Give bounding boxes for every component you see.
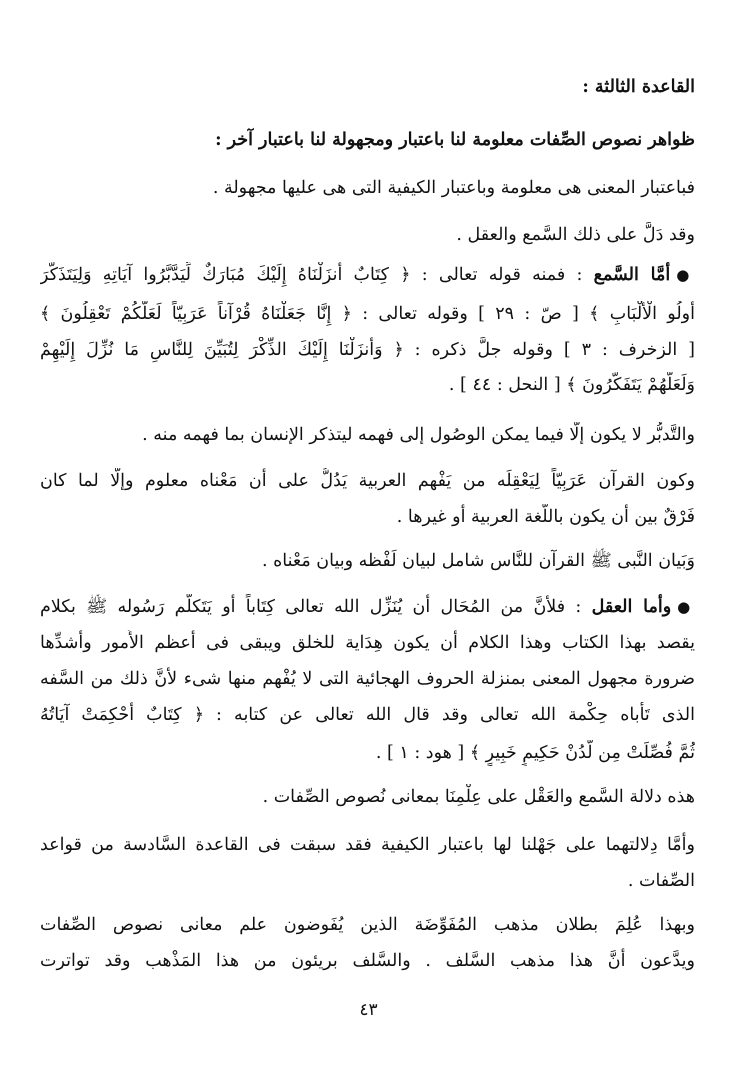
body-line: يقصد بهذا الكتاب وهذا الكلام أن يكون هِدَاية للخلق ويبقى فى أعظم الأُمور وأشدِّها (40, 633, 695, 653)
bullet-icon: ● (677, 598, 695, 616)
body-line: فَرْقٌ بين أن يكون باللُّغة العربية أو غيرها . (396, 507, 695, 527)
section-label-reason: وأما العقل (591, 597, 672, 617)
body-line: ويدَّعون أنَّ هذا مذهب السَّلف . والسَّلف بريئون من هذا المَذْهب وقد تواترت (40, 951, 695, 971)
body-line: والتَّدبُّر لا يكون إلَّا فيما يمكن الوصُول إلى فهمه ليتذكر الإنسان بما فهمه منه . (142, 425, 695, 445)
body-line: هذه دلالة السَّمع والعَقْل على عِلْمِنَا بمعانى نُصوص الصِّفات . (262, 787, 695, 807)
body-line: ضرورة مجهول المعنى بمنزلة الحروف الهجائية التى لا يُفْهم منها شىء لأنَّ ذلك من السَّفه (40, 669, 695, 689)
page-number: ٤٣ (359, 1000, 378, 1020)
paragraph-hearing (40, 262, 695, 288)
body-line: [ الزخرف : ٣ ] وقوله جلَّ ذكره : ﴿ وَأَنزَلْنَا إِلَيْكَ الذِّكْرَ لِتُبَيِّنَ لِلنَّاسِ مَا نُزِّلَ إِلَيْهِمْ (40, 340, 695, 360)
rule-subheading: ظواهر نصوص الصِّفات معلومة لنا باعتبار ومجهولة لنا باعتبار آخر : (215, 130, 695, 150)
body-line: وَلَعَلَّهُمْ يَتَفَكَّرُونَ ﴾ [ النحل : ٤٤ ] . (448, 375, 695, 395)
body-line: وأمَّا دِلالتهما على جَهْلنا لها باعتبار الكيفية فقد سبقت فى القاعدة السَّادسة من قواعد (40, 835, 695, 855)
body-line: وبهذا عُلِمَ بطلان مذهب المُفَوِّضَة الذين يُفَوضون علم معانى نصوص الصِّفات (40, 915, 695, 935)
section-label-hearing: أمَّا السَّمع (593, 265, 671, 285)
body-text: : فلأنَّ من المُحَال أن يُنَزِّل الله تعالى كِتَاباً أو يَتَكلَّم رَسُوله ﷺ بكلام (40, 597, 582, 617)
body-line: الصِّفات . (627, 871, 695, 891)
rule-heading: القاعدة الثالثة : (582, 77, 695, 97)
paragraph-reason (40, 594, 695, 620)
body-line: وكون القرآن عَرَبِيّاً لِيَعْقِلَه من يَفْهم العربية يَدُلُّ على أن مَعْناه معلوم وإلَّا لما كان (40, 471, 695, 491)
bullet-icon: ● (676, 266, 695, 284)
body-line: فباعتبار المعنى هى معلومة وباعتبار الكيفية التى هى عليها مجهولة . (212, 178, 695, 198)
body-line: وقد دَلَّ على ذلك السَّمع والعقل . (456, 225, 695, 245)
body-line: الذى تَأْباه حِكْمة الله تعالى وقد قال الله تعالى عن كتابه : ﴿ كِتَابٌ أُحْكِمَتْ آيَاتُهُ (40, 705, 695, 725)
body-text: : فمنه قوله تعالى : ﴿ كِتَابٌ أَنزَلْنَاهُ إِلَيْكَ مُبَارَكٌ لِّيَدَّبَّرُوا آيَاتِهِ وَلِيَتَذَكَّرَ (40, 265, 583, 285)
body-line: أُولُو الْأَلْبَابِ ﴾ [ صّ : ٢٩ ] وقوله تعالى : ﴿ إِنَّا جَعَلْنَاهُ قُرْآناً عَرَبِيّاً لَعَلَّكُمْ تَعْقِلُونَ ﴾ (40, 304, 695, 324)
body-line: ثُمَّ فُصِّلَتْ مِن لَّدُنْ حَكِيمٍ خَبِيرٍ ﴾ [ هود : ١ ] . (375, 743, 695, 763)
body-line: وَبَيان النَّبى ﷺ القرآن للنَّاس شامل لبيان لَفْظه وبيان مَعْناه . (262, 551, 695, 571)
